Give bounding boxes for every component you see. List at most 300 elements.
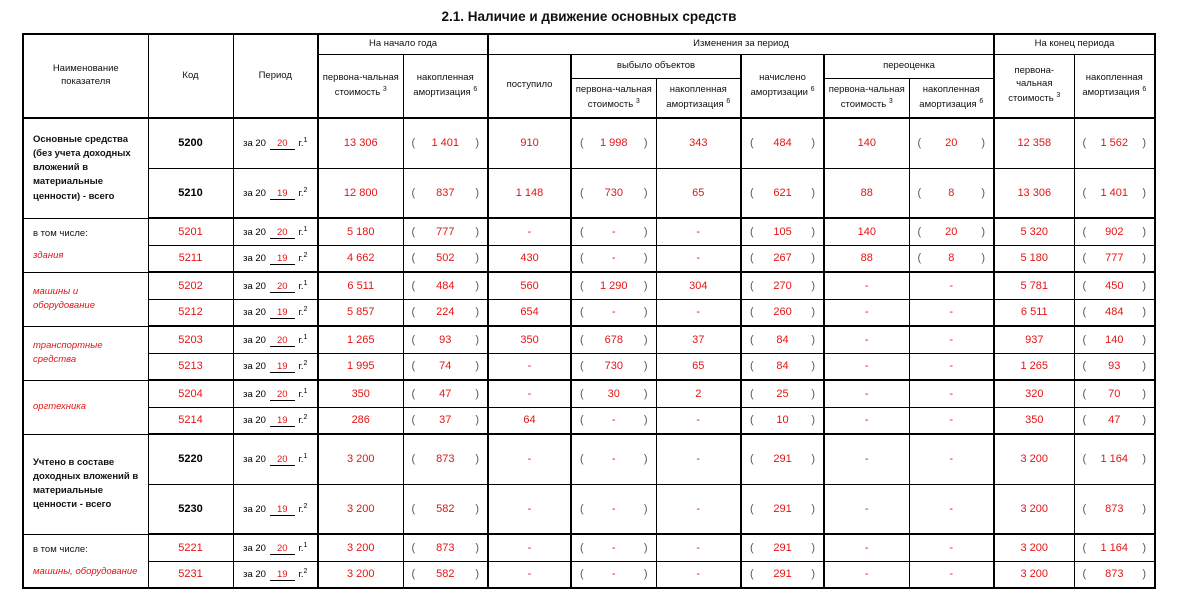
paren-open: ( (750, 360, 754, 373)
paren-close: ) (1142, 568, 1147, 581)
paren-close: ) (643, 360, 648, 373)
paren-close: ) (643, 279, 648, 292)
code-cell: 5203 (148, 326, 233, 353)
paren-open: ( (750, 186, 754, 199)
cell-value: 291 (773, 502, 792, 515)
value-cell (571, 534, 656, 561)
value-cell: - (488, 561, 571, 588)
value-cell (571, 168, 656, 218)
paren-close: ) (643, 387, 648, 400)
row-group-label: в том числе: (33, 543, 88, 555)
value-cell: 350 (318, 380, 403, 407)
period-cell (233, 168, 318, 218)
paren-open: ( (411, 568, 416, 581)
value-cell (741, 168, 824, 218)
paren-value (745, 503, 820, 515)
period-year-value: 19 (270, 361, 295, 373)
value-cell: 3 200 (318, 534, 403, 561)
code-cell: 5213 (148, 353, 233, 380)
paren-value (575, 542, 653, 554)
period-year-value: 19 (270, 415, 295, 427)
value-cell: 12 800 (318, 168, 403, 218)
paren-open: ( (411, 387, 416, 400)
value-cell: 3 200 (318, 434, 403, 484)
period-suffix: г.$^2$ (298, 360, 308, 373)
value-cell: 37 (656, 326, 741, 353)
paren-close: ) (475, 306, 480, 319)
period-prefix: за 20 (243, 226, 266, 238)
paren-value (1078, 137, 1152, 149)
value-cell: 5 781 (994, 272, 1074, 299)
period-prefix: за 20 (243, 280, 266, 292)
cell-value: 873 (436, 453, 455, 466)
paren-close: ) (643, 225, 648, 238)
paren-close: ) (811, 387, 816, 400)
paren-open: ( (411, 360, 416, 373)
cell-value: 47 (439, 387, 452, 400)
cell-value: - (611, 306, 616, 319)
name-cell (23, 434, 148, 534)
paren-close: ) (811, 225, 815, 238)
col-header-accum-depr-end: накопленная амортизация $^6$ (1074, 54, 1155, 118)
code-cell: 5214 (148, 407, 233, 434)
cell-value: - (611, 568, 616, 581)
paren-close: ) (1142, 225, 1147, 238)
paren-open: ( (411, 453, 416, 466)
period-prefix: за 20 (243, 415, 266, 427)
value-cell: - (824, 484, 909, 534)
table-row (23, 434, 1155, 484)
value-cell: - (824, 353, 909, 380)
paren-open: ( (580, 387, 584, 400)
value-cell: - (824, 561, 909, 588)
paren-value (575, 388, 653, 400)
cell-value: 291 (773, 568, 792, 581)
value-cell: 3 200 (994, 534, 1074, 561)
paren-value (407, 453, 485, 465)
paren-open: ( (750, 414, 754, 427)
cell-value: 873 (436, 541, 455, 554)
period-prefix: за 20 (243, 503, 266, 515)
value-cell: - (909, 380, 994, 407)
paren-close: ) (811, 252, 815, 265)
name-cell-content (33, 123, 142, 214)
cell-value: 93 (439, 333, 452, 346)
paren-value (1078, 252, 1152, 264)
value-cell (571, 434, 656, 484)
paren-close: ) (811, 568, 815, 581)
value-cell: 64 (488, 407, 571, 434)
value-cell: 3 200 (318, 484, 403, 534)
col-header-received: поступило (488, 54, 571, 118)
period-year-value: 19 (270, 569, 295, 581)
value-cell (403, 218, 488, 245)
paren-value (1078, 280, 1152, 292)
value-cell: - (656, 407, 741, 434)
paren-close: ) (1142, 186, 1147, 199)
paren-value (745, 334, 820, 346)
paren-open: ( (1082, 568, 1087, 581)
paren-close: ) (475, 502, 480, 515)
paren-value (745, 226, 820, 238)
cell-value: 20 (945, 225, 958, 238)
col-header-initial-cost-reval: первона-чальная стоимость $^3$ (824, 78, 909, 118)
value-cell (571, 245, 656, 272)
value-cell: 350 (994, 407, 1074, 434)
value-cell: - (824, 272, 909, 299)
paren-value (1078, 334, 1152, 346)
col-group-changes: Изменения за период (488, 34, 994, 54)
cell-value: 678 (604, 333, 623, 346)
cell-value: 291 (773, 541, 792, 554)
value-cell (403, 118, 488, 168)
paren-close: ) (1142, 502, 1147, 515)
cell-value: 484 (1105, 306, 1124, 319)
value-cell (741, 561, 824, 588)
cell-value: 730 (604, 186, 623, 199)
paren-open: ( (580, 333, 584, 346)
value-cell (1074, 326, 1155, 353)
table-row (23, 245, 1155, 272)
period-prefix: за 20 (243, 361, 266, 373)
value-cell: 5 180 (994, 245, 1074, 272)
paren-close: ) (1142, 333, 1147, 346)
paren-close: ) (811, 360, 816, 373)
period-year-value: 20 (270, 138, 295, 150)
paren-value (745, 187, 820, 199)
value-cell (909, 168, 994, 218)
name-cell (23, 380, 148, 434)
value-cell: - (656, 484, 741, 534)
col-group-begin-year: На начало года (318, 34, 488, 54)
period-prefix: за 20 (243, 253, 266, 265)
paren-close: ) (1142, 453, 1147, 466)
value-cell: 654 (488, 299, 571, 326)
code-cell: 5202 (148, 272, 233, 299)
cell-value: 1 290 (600, 279, 628, 292)
paren-value (913, 252, 991, 264)
value-cell: - (909, 353, 994, 380)
table-row (23, 534, 1155, 561)
paren-open: ( (580, 541, 584, 554)
paren-close: ) (643, 252, 648, 265)
paren-close: ) (1142, 252, 1147, 265)
cell-value: 37 (439, 414, 452, 427)
paren-close: ) (811, 453, 815, 466)
paren-value (745, 360, 820, 372)
paren-value (745, 306, 820, 318)
period-year-value: 19 (270, 504, 295, 516)
period-cell (233, 434, 318, 484)
cell-value: 84 (776, 360, 789, 373)
period-prefix: за 20 (243, 334, 266, 346)
period-prefix: за 20 (243, 454, 266, 466)
period-cell (233, 299, 318, 326)
value-cell: 3 200 (994, 484, 1074, 534)
paren-value (745, 280, 820, 292)
paren-open: ( (750, 225, 754, 238)
cell-value: 873 (1105, 502, 1124, 515)
paren-close: ) (1142, 387, 1147, 400)
value-cell: 140 (824, 118, 909, 168)
value-cell (1074, 534, 1155, 561)
paren-value (407, 414, 485, 426)
paren-close: ) (981, 137, 986, 150)
value-cell (1074, 434, 1155, 484)
cell-value: 25 (776, 387, 789, 400)
paren-open: ( (750, 453, 754, 466)
period-suffix: г.$^2$ (298, 252, 308, 265)
value-cell (741, 245, 824, 272)
paren-close: ) (475, 568, 480, 581)
value-cell (1074, 484, 1155, 534)
value-cell (741, 380, 824, 407)
value-cell: - (488, 353, 571, 380)
paren-close: ) (643, 306, 648, 319)
value-cell (741, 534, 824, 561)
paren-close: ) (981, 225, 986, 238)
value-cell: - (488, 218, 571, 245)
code-cell: 5231 (148, 561, 233, 588)
paren-close: ) (811, 333, 816, 346)
paren-open: ( (750, 137, 754, 150)
value-cell (1074, 299, 1155, 326)
paren-value (745, 137, 820, 149)
page-title: 2.1. Наличие и движение основных средств (441, 9, 737, 24)
paren-open: ( (750, 502, 754, 515)
table-row (23, 407, 1155, 434)
paren-close: ) (643, 453, 648, 466)
cell-value: 105 (773, 225, 792, 238)
col-group-revaluation: переоценка (824, 54, 994, 78)
paren-close: ) (1142, 279, 1147, 292)
cell-value: 10 (776, 414, 789, 427)
value-cell (403, 299, 488, 326)
paren-open: ( (750, 333, 754, 346)
cell-value: 1 401 (431, 137, 460, 150)
value-cell: 286 (318, 407, 403, 434)
paren-value (575, 280, 653, 292)
paren-close: ) (1142, 137, 1147, 150)
paren-value (407, 226, 485, 238)
value-cell: - (824, 534, 909, 561)
period-suffix: г.$^2$ (298, 186, 308, 199)
paren-value (745, 542, 820, 554)
paren-close: ) (475, 414, 479, 427)
paren-open: ( (1082, 387, 1087, 400)
paren-value (913, 137, 991, 149)
value-cell: 2 (656, 380, 741, 407)
paren-open: ( (411, 333, 416, 346)
value-cell (571, 272, 656, 299)
value-cell (571, 561, 656, 588)
period-cell (233, 326, 318, 353)
paren-open: ( (1082, 186, 1087, 199)
name-cell-content (33, 331, 142, 376)
value-cell: - (909, 299, 994, 326)
col-header-code: Код (148, 34, 233, 118)
value-cell: 4 662 (318, 245, 403, 272)
paren-value (575, 226, 653, 238)
period-year-value: 19 (270, 188, 295, 200)
paren-close: ) (1142, 541, 1147, 554)
paren-open: ( (411, 252, 416, 265)
paren-close: ) (475, 387, 479, 400)
value-cell (909, 218, 994, 245)
paren-open: ( (1082, 541, 1087, 554)
cell-value: 1 998 (600, 137, 628, 150)
paren-close: ) (811, 186, 815, 199)
paren-open: ( (580, 225, 584, 238)
cell-value: 902 (1105, 225, 1124, 238)
paren-close: ) (811, 306, 815, 319)
paren-close: ) (811, 502, 815, 515)
cell-value: 777 (436, 225, 455, 238)
paren-open: ( (411, 414, 416, 427)
cell-value: 484 (773, 137, 792, 150)
period-prefix: за 20 (243, 307, 266, 319)
table-row (23, 326, 1155, 353)
value-cell: - (656, 434, 741, 484)
value-cell (1074, 407, 1155, 434)
name-cell-content (33, 223, 142, 268)
paren-open: ( (1082, 137, 1087, 150)
paren-value (1078, 388, 1152, 400)
period-prefix: за 20 (243, 138, 266, 150)
paren-close: ) (811, 279, 815, 292)
paren-open: ( (750, 252, 754, 265)
code-cell: 5211 (148, 245, 233, 272)
code-cell: 5201 (148, 218, 233, 245)
cell-value: - (611, 541, 616, 554)
value-cell: - (488, 534, 571, 561)
paren-value (1078, 503, 1152, 515)
paren-open: ( (580, 279, 584, 292)
paren-close: ) (1142, 306, 1147, 319)
paren-value (1078, 187, 1152, 199)
period-suffix: г.$^1$ (298, 333, 308, 346)
paren-value (407, 334, 485, 346)
value-cell: 6 511 (994, 299, 1074, 326)
paren-open: ( (411, 137, 416, 150)
value-cell (909, 245, 994, 272)
paren-open: ( (1082, 225, 1087, 238)
table-row (23, 118, 1155, 168)
paren-value (407, 388, 485, 400)
code-cell: 5212 (148, 299, 233, 326)
code-cell: 5204 (148, 380, 233, 407)
paren-open: ( (411, 306, 416, 319)
paren-close: ) (643, 186, 648, 199)
value-cell (571, 380, 656, 407)
paren-value (575, 187, 653, 199)
value-cell: - (488, 434, 571, 484)
paren-open: ( (750, 387, 754, 400)
cell-value: 84 (776, 333, 789, 346)
value-cell (571, 118, 656, 168)
cell-value: 8 (948, 186, 955, 199)
value-cell (403, 272, 488, 299)
table-body (23, 118, 1155, 588)
paren-open: ( (917, 225, 922, 238)
cell-value: 30 (607, 387, 620, 400)
value-cell (741, 118, 824, 168)
value-cell: - (656, 534, 741, 561)
value-cell (1074, 380, 1155, 407)
paren-open: ( (750, 279, 754, 292)
col-group-disposed: выбыло объектов (571, 54, 741, 78)
value-cell: 350 (488, 326, 571, 353)
paren-open: ( (580, 137, 584, 150)
value-cell: 5 180 (318, 218, 403, 245)
value-cell (403, 245, 488, 272)
paren-open: ( (917, 252, 922, 265)
paren-value (913, 226, 991, 238)
cell-value: 1 401 (1100, 186, 1129, 199)
paren-close: ) (475, 360, 479, 373)
col-group-end-period: На конец периода (994, 34, 1155, 54)
value-cell: 13 306 (318, 118, 403, 168)
value-cell: - (824, 434, 909, 484)
value-cell (741, 218, 824, 245)
paren-value (575, 334, 653, 346)
cell-value: 450 (1105, 279, 1124, 292)
period-year-value: 20 (270, 543, 295, 555)
value-cell (571, 484, 656, 534)
value-cell: 430 (488, 245, 571, 272)
cell-value: 74 (439, 360, 452, 373)
value-cell: 12 358 (994, 118, 1074, 168)
cell-value: 267 (773, 252, 792, 265)
value-cell (403, 484, 488, 534)
name-cell (23, 534, 148, 588)
period-year-value: 19 (270, 307, 295, 319)
paren-open: ( (1082, 414, 1087, 427)
value-cell: 65 (656, 168, 741, 218)
value-cell: - (488, 484, 571, 534)
paren-value (407, 306, 485, 318)
paren-value (1078, 414, 1152, 426)
value-cell: - (909, 407, 994, 434)
name-cell-content (33, 277, 142, 322)
value-cell: 140 (824, 218, 909, 245)
paren-close: ) (475, 137, 479, 150)
code-cell: 5200 (148, 118, 233, 168)
cell-value: 1 164 (1100, 541, 1129, 554)
value-cell: - (909, 326, 994, 353)
paren-open: ( (1082, 333, 1087, 346)
paren-open: ( (580, 414, 584, 427)
period-suffix: г.$^1$ (298, 387, 308, 400)
name-cell (23, 272, 148, 326)
value-cell: 304 (656, 272, 741, 299)
period-prefix: за 20 (243, 388, 266, 400)
period-year-value: 19 (270, 253, 295, 265)
period-prefix: за 20 (243, 542, 266, 554)
paren-close: ) (475, 453, 480, 466)
period-year-value: 20 (270, 389, 295, 401)
paren-value (1078, 360, 1152, 372)
value-cell: - (656, 245, 741, 272)
value-cell: 1 148 (488, 168, 571, 218)
paren-value (1078, 453, 1152, 465)
value-cell (909, 118, 994, 168)
cell-value: 70 (1108, 387, 1121, 400)
value-cell (1074, 218, 1155, 245)
code-cell: 5230 (148, 484, 233, 534)
paren-value (745, 568, 820, 580)
code-cell: 5210 (148, 168, 233, 218)
